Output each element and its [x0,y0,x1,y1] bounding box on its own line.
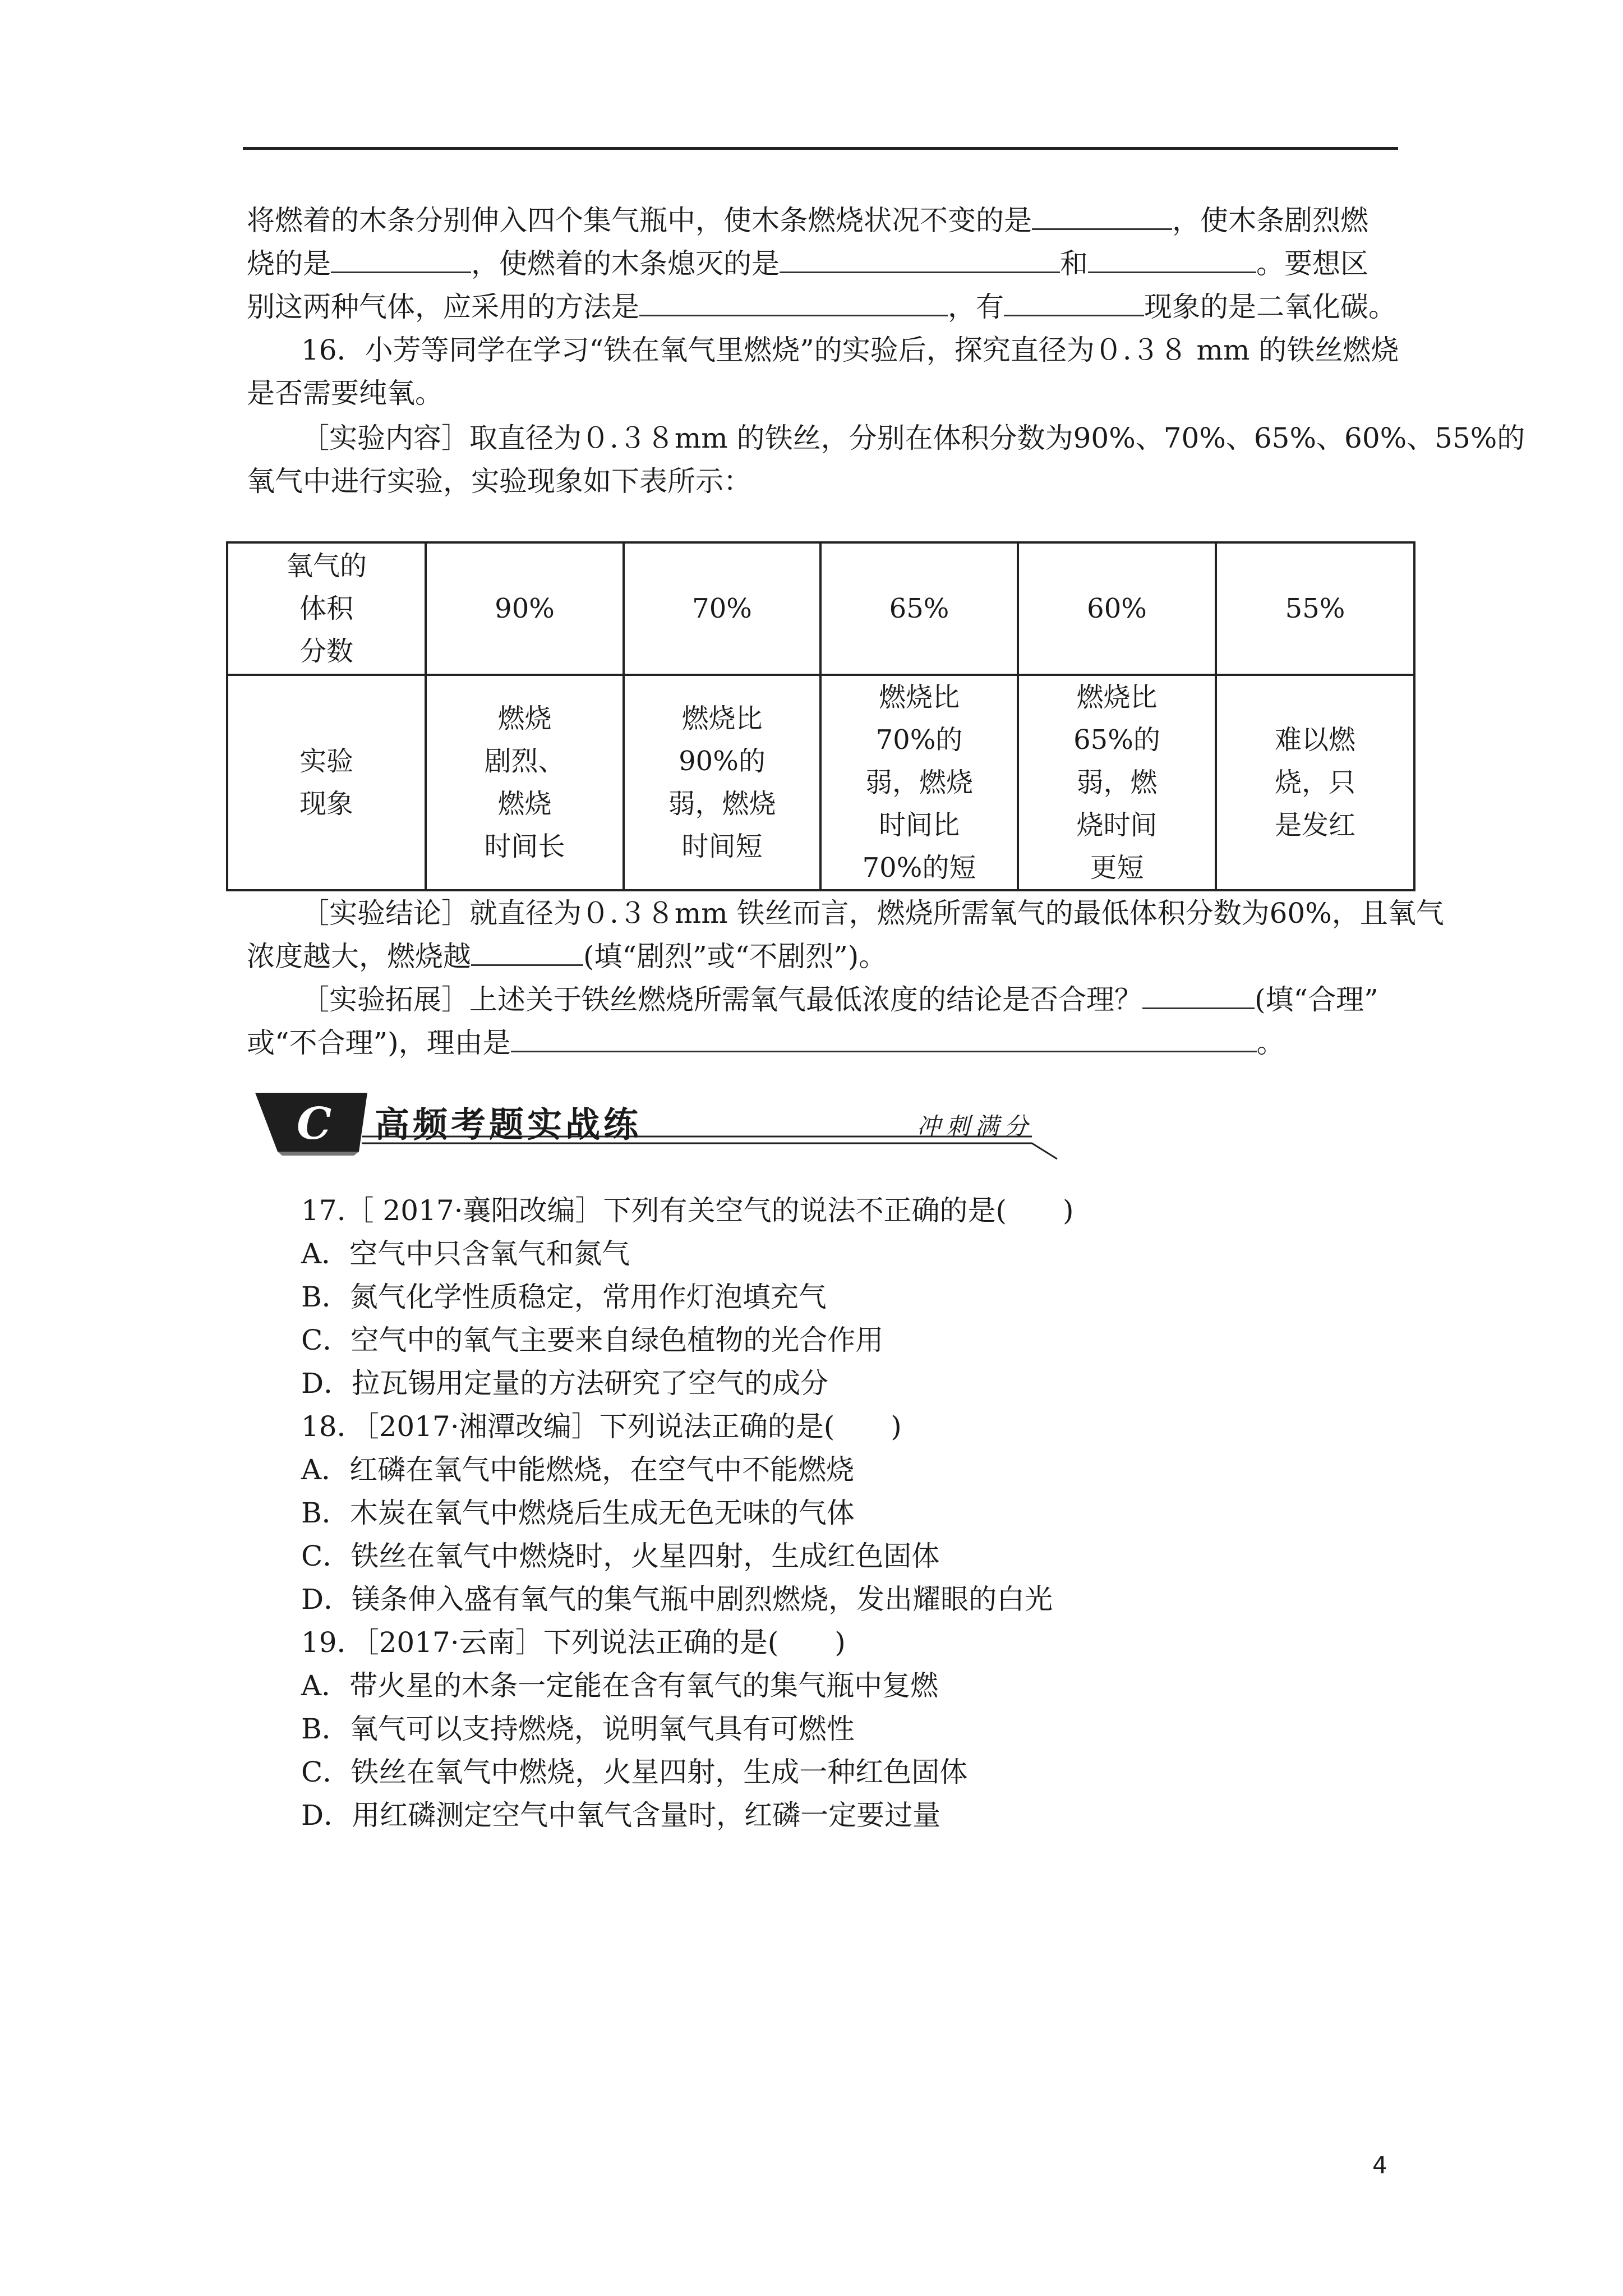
q17-option-b[interactable]: B．氮气化学性质稳定，常用作灯泡填充气 [301,1281,827,1313]
answer-blank[interactable] [639,292,948,316]
answer-blank[interactable] [511,1028,1257,1052]
table-row [227,542,1414,675]
q16-conclusion-1: ［实验结论］就直径为０.３８mm 铁丝而言，燃烧所需氧气的最低体积分数为60%，且氧气 [301,897,1444,930]
table-cell: 90% [426,542,624,675]
answer-blank[interactable] [1004,292,1144,316]
table-cell: 燃烧 剧烈、 燃烧 时间长 [426,675,624,890]
table-row [227,675,1414,890]
table-cell: 燃烧比 90%的 弱，燃烧 时间短 [624,675,820,890]
q18-stem: 18．［2017·湘潭改编］下列说法正确的是( ) [301,1410,902,1443]
page-number: 4 [1372,2151,1387,2179]
answer-blank[interactable] [780,249,1060,273]
answer-blank[interactable] [1032,206,1172,230]
table-cell: 70% [624,542,820,675]
q15-text: 将燃着的木条分别伸入四个集气瓶中，使木条燃烧状况不变的是 [247,204,1032,237]
q15-text: 现象的是二氧化碳。 [1144,291,1396,323]
q18-option-c[interactable]: C．铁丝在氧气中燃烧时，火星四射，生成红色固体 [301,1540,940,1572]
table-cell: 55% [1216,542,1414,675]
q16-content-2: 氧气中进行实验，实验现象如下表所示： [247,465,751,498]
q15-text: 烧的是 [247,247,331,280]
q18-option-d[interactable]: D．镁条伸入盛有氧气的集气瓶中剧烈燃烧，发出耀眼的白光 [301,1583,1053,1616]
q19-option-b[interactable]: B．氧气可以支持燃烧，说明氧气具有可燃性 [301,1713,855,1745]
q16-conclusion-2: 浓度越大，燃烧越 (填“剧烈”或“不剧烈”)。 [247,940,887,973]
q19-option-c[interactable]: C．铁丝在氧气中燃烧，火星四射，生成一种红色固体 [301,1756,968,1788]
q16-stem-1: 16．小芳等同学在学习“铁在氧气里燃烧”的实验后，探究直径为０.３８ mm 的铁丝燃烧 [301,334,1399,366]
table-cell: 难以燃 烧，只 是发红 [1216,675,1414,890]
q18-option-a[interactable]: A．红磷在氧气中能燃烧，在空气中不能燃烧 [301,1453,855,1486]
answer-blank[interactable] [471,942,583,966]
q18-option-b[interactable]: B．木炭在氧气中燃烧后生成无色无味的气体 [301,1497,855,1529]
q15-text: ，使木条剧烈燃 [1172,204,1368,237]
q15-line-3 [247,289,1402,324]
table-header-cell: 实验 现象 [227,675,426,890]
table-header-cell: 氧气的 体积 分数 [227,542,426,675]
q17-stem: 17.［ 2017·襄阳改编］下列有关空气的说法不正确的是( ) [301,1194,1074,1227]
banner-letter: C [296,1098,332,1149]
table-cell: 燃烧比 65%的 弱，燃 烧时间 更短 [1018,675,1216,890]
q15-line-2 [247,246,1402,281]
q15-line-1 [247,203,1402,238]
header-rule [243,147,1398,150]
table-cell: 60% [1018,542,1216,675]
q16-stem-2: 是否需要纯氧。 [247,377,443,409]
q16-content-1: ［实验内容］取直径为０.３８mm 的铁丝，分别在体积分数为90%、70%、65%、60%、55%的 [301,422,1525,454]
q15-text: 和 [1060,247,1088,280]
q15-text: 别这两种气体，应采用的方法是 [247,291,639,323]
q15-text: 。要想区 [1256,247,1368,280]
experiment-table [226,541,1415,891]
answer-blank[interactable] [1142,985,1255,1009]
q15-text: ，有 [948,291,1004,323]
q17-option-a[interactable]: A．空气中只含氧气和氮气 [301,1237,630,1270]
answer-blank[interactable] [331,249,471,273]
q16-extension-2: 或“不合理”)，理由是 。 [247,1027,1285,1059]
table-cell: 燃烧比 70%的 弱，燃烧 时间比 70%的短 [820,675,1018,890]
q19-option-d[interactable]: D．用红磷测定空气中氧气含量时，红磷一定要过量 [301,1799,941,1832]
q16-extension-1: ［实验拓展］上述关于铁丝燃烧所需氧气最低浓度的结论是否合理？ (填“合理” [301,983,1378,1016]
q19-stem: 19．［2017·云南］下列说法正确的是( ) [301,1626,846,1659]
banner-subtitle: 冲刺满分 [917,1112,1034,1140]
q17-option-d[interactable]: D．拉瓦锡用定量的方法研究了空气的成分 [301,1367,829,1400]
table-cell: 65% [820,542,1018,675]
q15-text: ，使燃着的木条熄灭的是 [471,247,780,280]
banner-title: 高频考题实战练 [375,1104,642,1145]
answer-blank[interactable] [1088,249,1256,273]
q19-option-a[interactable]: A．带火星的木条一定能在含有氧气的集气瓶中复燃 [301,1669,939,1702]
q17-option-c[interactable]: C．空气中的氧气主要来自绿色植物的光合作用 [301,1324,884,1356]
